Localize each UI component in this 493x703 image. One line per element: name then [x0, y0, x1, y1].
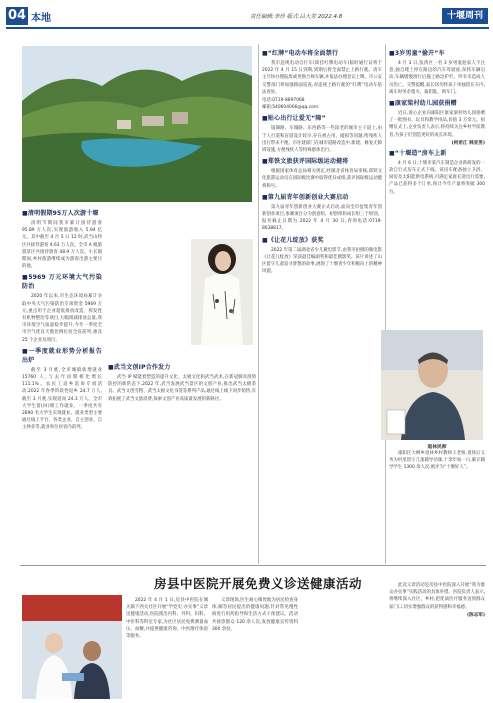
headline-employment: ■一季度就业形势分析报告出炉	[22, 347, 102, 364]
headline-rv: ■“十堰造”房车上新	[389, 149, 447, 157]
page-number: 04	[7, 8, 27, 23]
headline-air-pollution: ■5969 万元环境大气污染防治	[22, 274, 102, 291]
headline-film-award: ■《让花儿绽放》获奖	[262, 236, 324, 244]
column-divider	[385, 44, 386, 564]
article-boy-car: 4 月 3 日,张湾区一名 3 岁男童趁家人不注意,独自爬上停在路边的汽车驾驶座,误将车辆启动,车辆缓慢滑行后撞上路边护栏。所幸未造成人员伤亡。交警提醒,家长切勿将孩子单独留在车内,离车时务必熄火、拔钥匙、锁车门。	[389, 61, 485, 95]
masthead: 十堰周刊	[442, 8, 488, 24]
article-film-award: 2022 年第二届湖北省少儿微电影节,由我市拍摄的微电影《让花儿绽放》荣获最佳编剧奖和最佳摄影奖。该片讲述了山区留守儿童追寻梦想的故事,展现了十堰青少年积极向上的精神风貌。	[262, 247, 382, 275]
article-employment: 截至 3 月底,全市城镇新增就业 15760 人,与去年同期相比增长 111.1%。农民工返乡返岗专项活动,2022 年春季阶段性返乡 24.7 万人,截至 3 月底,实现返岗 24.3 万人。全市大学生留(回)堰工作就业、一季度共有 2890 名大学生实现就业。就业类型主要通过线上平台、各类企业、自主创业、自主择业等,就业率位居省内前列。	[22, 367, 102, 431]
headline-boy-car: ■3岁男童“偷开”车	[389, 50, 445, 57]
headline-accessible: ■贴心出行让爱无“障”	[262, 115, 326, 123]
article-innovation: 第九届青年创新创业大赛正式启动,面向全市征集青年创新创业项目,参赛项目分为创意组、初创组和成长组三个组别。报名截止日期为 2022 年 4 月 30 日,咨询电话:0719-8638817。	[262, 204, 382, 232]
article-red-plate: 我市违规电动自行车(即挂红牌电动车)临时通行证将于 2022 年 4 月 15 日到期,到期后将全面禁止上路行驶。请车主尽快办理报废或更换合规车辆,并依法办理登记上牌。市公安交警部门将加强路面巡查,对违规上路行驶的“红牌”电动车依法查处。	[262, 61, 382, 95]
fashion-woman-photo	[191, 239, 253, 345]
article-accessible: 镜湖路、车城路、东西路等一些较老的城市主干道上,由于人行道和盲道设计较早,存在被占用、破损等问题,给残疾人出行带来不便。市住建部门在城市道路改造中,新建、修复无障碍设施,方便残疾人等特殊群体出行。	[262, 126, 382, 154]
article-air-pollution: 2020 年以来,市生态环境局累计争取中央大气污染防治专项资金 5969 万元,重点用于企业超低排放改造、挥发性有机物整治等项目,大幅削减排放总量,我市环境空气质量稳步提升,今年一季度全市空气优良天数比例位居全省前列,惠及 25 个企业及项目。	[22, 294, 102, 343]
article-athletes: 根据国家体育总局相关规定,经湖北省体育局审核,郑铁文化旅游运动员在国际级比赛中取得优异成绩,获评国际级运动健将称号。	[262, 169, 382, 189]
feature-column-3	[302, 597, 380, 598]
byline-kindergarten: (柯希江 韩亚男)	[451, 140, 485, 146]
article-retired-teacher: 郧阳区大柳乡退休乡村教师王老师,退休后义务为村里留守儿童辅导功课,十余年如一日,累计辅导学生 1300 余人次,被评为“十堰好人”。	[389, 451, 485, 471]
feature-column-4	[389, 582, 485, 618]
headline-tourism: ■清明假期95万人次游十堰	[22, 210, 99, 217]
contact-email: 邮箱:540604066@qq.com	[262, 105, 319, 111]
feature-divider	[20, 565, 486, 566]
headline-innovation: ■第九届青年创新创业大赛启动	[262, 193, 349, 201]
feature-title: 房县中医院开展免费义诊送健康活动	[153, 576, 362, 591]
article-kindergarten: 近日,爱心企业向郧阳区康家梁村幼儿园捐赠了一批图书、玩具和教学用品,价值 3 万余元。捐赠仪式上,企业负责人表示,将持续关注乡村学前教育,为孩子们创造更好的成长环境。	[389, 111, 485, 138]
column-4	[389, 46, 485, 197]
headline-athletes: ■郑铁文旅获评国际级运动健将	[262, 158, 349, 166]
lake-landscape-photo	[22, 46, 252, 202]
header-rule	[6, 27, 489, 29]
feature-paragraph-3: 此次义诊活动是房县中医院深入开展“我为群众办实事”实践活动的具体举措。医院负责人表示,将继续深入社区、乡村,把优质医疗服务送到群众家门口,切实增强群众的获得感和幸福感。	[389, 583, 485, 610]
feature-byline: (陈志军)	[467, 612, 485, 618]
feature-column-1	[126, 597, 208, 641]
photo-caption-teacher: 退休民师	[427, 445, 447, 450]
headline-red-plate: ■“红牌”电动车将全面禁行	[262, 50, 339, 57]
article-wudang-ip: 武当 IP 赋能着塑造的提升文化、太极文化和武当武术,在新冠肺炎疫情防控的新常态下,2022 年,武当发展武当景区的文创产业,推出武当太极茶具、武当文创雪糕、武当太极文化书签等系列产品,通过线上线下同步销售,有效拓展了武当文旅消费,探索文创产业高质量发展的新路径。	[108, 375, 256, 402]
page-header	[0, 0, 493, 30]
feature-column-2	[212, 597, 298, 634]
editor-meta: 责任编辑:李玲 版式:吕大芳 2022.4.8	[250, 14, 343, 20]
column-divider	[258, 44, 259, 564]
article-tourism: 清明节期间我市累计接待游客 95.89 万人次,实现旅游收入 5.94 亿元。其中截至 4 月 5 日 12 时,武当山特区共接待游客 4.63 万人次。全市 A 级旅游景区共接待游客 48.9 万人次。小长假期间,乡村旅游继续成为游客出游主要目的地。	[22, 221, 102, 270]
column-1	[22, 206, 102, 433]
free-clinic-photo	[22, 595, 122, 699]
column-2	[108, 360, 256, 404]
section-title: 本地	[31, 13, 51, 24]
article-rv: 4 月 6 日,十堰市某汽车制造企业新研发的一款自行式房车正式下线。该房车配备独立卫浴、厨房及太阳能供电系统,可满足家庭长途出行需要,产品已获得多个订单,预计今年产量将突破 300 台。	[389, 160, 485, 195]
feature-paragraph-1: 2022 年 4 月 1 日,房县中医院在城关镇下西关社区开展“学党史 办实事”义诊送健康活动,医院派出内科、外科、妇科、中医科等科室专家,为社区居民免费测量血压、血糖,并提供健康咨询、中医理疗体验等服务。	[126, 598, 208, 640]
contact-phone: 电话:0719-8897068	[262, 98, 305, 104]
column-4-bottom	[389, 443, 485, 473]
headline-wudang-ip: ■武当文创IP合作发力	[108, 364, 171, 371]
column-3	[262, 46, 382, 276]
feature-paragraph-2: 义诊现场,医生耐心细致地为居民检查身体,解答居民提出的健康问题,针对常见慢性病进行用药指导和生活方式干预建议。活动共接诊群众 120 余人次,发放健康宣传资料 300 余份。	[212, 598, 298, 632]
retired-teacher-photo	[381, 330, 483, 440]
headline-kindergarten: ■康家梁村幼儿园获捐赠	[389, 100, 457, 108]
